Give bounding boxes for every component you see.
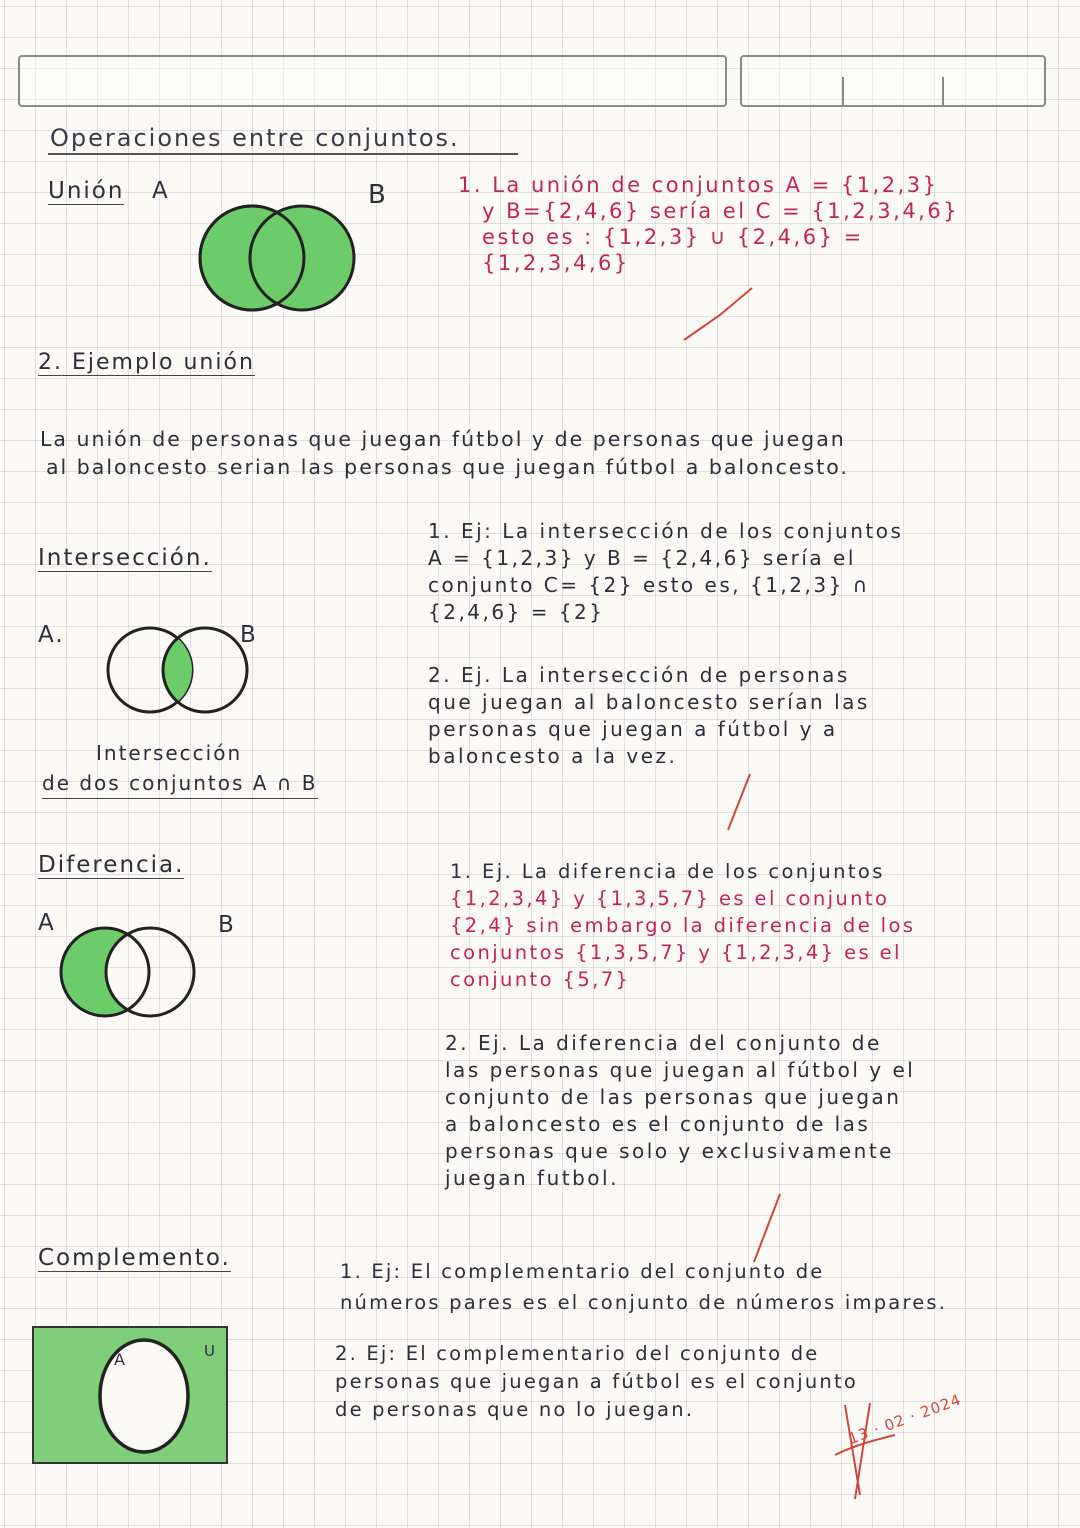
interseccion-caption (42, 738, 318, 799)
interseccion-example-2-line: personas que juegan a fútbol y a (428, 717, 838, 741)
title-underline (48, 153, 518, 155)
interseccion-example-1 (428, 518, 903, 626)
signature-date: 13 · 02 · 2024 (845, 1390, 964, 1448)
interseccion-venn-diagram (105, 618, 255, 728)
teacher-check-mark-2 (720, 770, 760, 840)
diferencia-example-2-line: a baloncesto es el conjunto de las (445, 1112, 871, 1136)
diferencia-example-2-line: juegan futbol. (445, 1166, 619, 1190)
complemento-example-1-line: 1. Ej: El complementario del conjunto de (340, 1260, 825, 1283)
teacher-check-mark-1 (680, 280, 760, 350)
interseccion-label-b: B (240, 622, 258, 648)
diferencia-label-b: B (218, 912, 236, 938)
union-example-1 (458, 172, 959, 276)
interseccion-example-1-line: conjunto C= {2} esto es, {1,2,3} ∩ (428, 573, 870, 597)
date-box-divider-2 (942, 77, 944, 105)
complemento-example-2-line: 2. Ej: El complementario del conjunto de (335, 1342, 820, 1365)
union-example-1-line: 1. La unión de conjuntos A = {1,2,3} (458, 173, 939, 197)
complemento-example-1-line: números pares es el conjunto de números impares. (340, 1291, 948, 1314)
interseccion-example-2-line: baloncesto a la vez. (428, 744, 678, 768)
complemento-example-2-line: de personas que no lo juegan. (335, 1398, 695, 1421)
diferencia-example-2-line: 2. Ej. La diferencia del conjunto de (445, 1031, 882, 1055)
date-box (740, 55, 1046, 107)
diferencia-example-2-line: las personas que juegan al fútbol y el (445, 1058, 916, 1082)
interseccion-caption-line: Intersección (96, 741, 243, 765)
interseccion-example-1-line: {2,4,6} = {2} (428, 600, 605, 624)
union-heading: Unión (48, 178, 125, 204)
diferencia-venn-diagram (55, 920, 215, 1030)
interseccion-label-a: A. (38, 622, 65, 648)
diferencia-example-2-line: personas que solo y exclusivamente (445, 1139, 894, 1163)
diferencia-heading: Diferencia. (38, 852, 185, 878)
diferencia-example-1-line: 1. Ej. La diferencia de los conjuntos (450, 860, 885, 883)
union-label-b: B (368, 180, 388, 210)
interseccion-example-2-line: 2. Ej. La intersección de personas (428, 663, 850, 687)
interseccion-example-1-line: A = {1,2,3} y B = {2,4,6} sería el (428, 546, 856, 570)
diferencia-example-2 (445, 1030, 915, 1192)
union-example-2-heading: 2. Ejemplo unión (38, 350, 255, 375)
interseccion-example-2-line: que juegan al baloncesto serían las (428, 690, 870, 714)
union-example-1-line: y B={2,4,6} sería el C = {1,2,3,4,6} (482, 199, 960, 223)
complemento-example-2 (335, 1340, 858, 1424)
interseccion-example-2 (428, 662, 870, 770)
date-box-divider-1 (842, 77, 844, 105)
interseccion-caption-line: de dos conjuntos A ∩ B (42, 768, 318, 799)
interseccion-example-1-line: 1. Ej: La intersección de los conjuntos (428, 519, 904, 543)
union-label-a: A (152, 178, 170, 204)
union-example-2-line: La unión de personas que juegan fútbol y de personas que juegan (40, 427, 846, 451)
complemento-label-u: U (204, 1342, 217, 1360)
complemento-venn-diagram (34, 1328, 230, 1466)
union-set-b-circle (250, 206, 354, 310)
diferencia-label-a: A (38, 910, 56, 936)
complemento-universe-rect (32, 1326, 228, 1464)
diferencia-example-1 (450, 858, 915, 993)
union-example-2-line: al baloncesto serian las personas que juegan fútbol a baloncesto. (46, 455, 849, 479)
diferencia-example-1-line: conjuntos {1,3,5,7} y {1,2,3,4} es el (450, 941, 902, 964)
diferencia-example-1-line: {1,2,3,4} y {1,3,5,7} es el conjunto (450, 887, 890, 910)
complemento-example-1 (340, 1256, 947, 1318)
diferencia-example-1-line: conjunto {5,7} (450, 968, 631, 991)
union-example-2 (40, 425, 849, 481)
union-example-1-line: esto es : {1,2,3} ∪ {2,4,6} = (482, 225, 864, 249)
diferencia-example-2-line: conjunto de las personas que juegan (445, 1085, 902, 1109)
complemento-heading: Complemento. (38, 1245, 231, 1271)
union-example-1-line: {1,2,3,4,6} (482, 251, 630, 275)
title-box (18, 55, 727, 107)
complemento-example-2-line: personas que juegan a fútbol es el conjunto (335, 1370, 858, 1393)
page-title: Operaciones entre conjuntos. (50, 124, 460, 152)
diferencia-example-1-line: {2,4} sin embargo la diferencia de los (450, 914, 916, 937)
complemento-label-a: A (114, 1350, 127, 1369)
interseccion-heading: Intersección. (38, 545, 212, 571)
union-venn-diagram (190, 200, 370, 320)
